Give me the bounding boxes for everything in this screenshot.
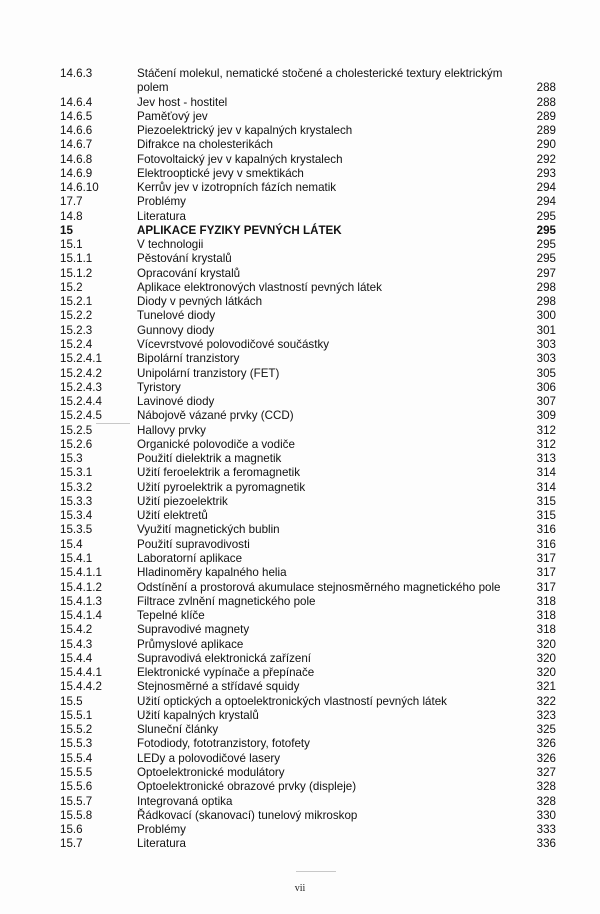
toc-entry-page: 320 (536, 637, 556, 651)
toc-entry-page: 314 (536, 466, 556, 480)
toc-entry-number: 15.2.4 (60, 338, 93, 352)
toc-entry (60, 167, 556, 181)
toc-entry-number: 15.3.4 (60, 509, 93, 523)
toc-entry (60, 581, 556, 595)
toc-entry-title: Hladinoměry kapalného helia (137, 566, 287, 580)
toc-entry-page: 326 (536, 737, 556, 751)
toc-entry-number: 15.1.2 (60, 266, 93, 280)
toc-entry-page: 320 (536, 651, 556, 665)
toc-entry-page: 333 (536, 823, 556, 837)
toc-entry-page: 321 (536, 680, 556, 694)
toc-entry-number: 15.5.5 (60, 765, 93, 779)
toc-entry-page: 295 (536, 209, 556, 223)
toc-entry-number: 15.5.2 (60, 723, 93, 737)
toc-entry-page: 289 (536, 109, 556, 123)
toc-entry-number: 15.1.1 (60, 252, 93, 266)
toc-entry-page: 316 (536, 523, 556, 537)
toc-entry (60, 809, 556, 823)
toc-entry (60, 324, 556, 338)
toc-entry-number: 14.6.8 (60, 152, 93, 166)
toc-entry (60, 823, 556, 837)
toc-entry-number: 15.4 (60, 537, 83, 551)
toc-entry-page: 294 (536, 195, 556, 209)
toc-entry (60, 623, 556, 637)
toc-entry (60, 138, 556, 152)
toc-entry-title: Aplikace elektronových vlastností pevných látek (137, 280, 382, 294)
toc-entry-title: Použití supravodivosti (137, 537, 250, 551)
toc-entry-number: 15 (60, 223, 73, 237)
scan-mark (96, 423, 130, 424)
toc-entry-page: 320 (536, 666, 556, 680)
toc-entry (60, 252, 556, 266)
toc-entry-number: 15.3.1 (60, 466, 93, 480)
toc-entry (60, 609, 556, 623)
toc-entry-page: 305 (536, 366, 556, 380)
toc-entry-title: Fotovoltaický jev v kapalných krystalech (137, 152, 343, 166)
toc-entry-title: Průmyslové aplikace (137, 637, 244, 651)
toc-entry-number: 15.2.3 (60, 323, 93, 337)
toc-entry (60, 695, 556, 709)
toc-entry-title: Organické polovodiče a vodiče (137, 437, 295, 451)
toc-entry-title: Diody v pevných látkách (137, 295, 263, 309)
toc-entry-page: 322 (536, 694, 556, 708)
toc-entry (60, 509, 556, 523)
toc-entry-title: Literatura (137, 209, 186, 223)
toc-entry (60, 309, 556, 323)
toc-entry-title: Užití feroelektrik a feromagnetik (137, 466, 301, 480)
toc-entry-page: 301 (536, 323, 556, 337)
toc-entry-page: 317 (536, 566, 556, 580)
toc-entry-number: 14.6.4 (60, 95, 93, 109)
toc-entry (60, 367, 556, 381)
toc-entry (60, 181, 556, 195)
toc-entry-number: 15.2.6 (60, 437, 93, 451)
scan-mark (296, 871, 336, 872)
toc-entry-title: Paměťový jev (137, 109, 208, 123)
toc-entry (60, 595, 556, 609)
toc-entry-page: 295 (536, 238, 556, 252)
toc-entry-title: Gunnovy diody (137, 323, 215, 337)
toc-entry-title: Bipolární tranzistory (137, 352, 240, 366)
toc-entry-number: 15.3.2 (60, 480, 93, 494)
toc-entry-title: Hallovy prvky (137, 423, 206, 437)
toc-entry (60, 766, 556, 780)
toc-entry-title: Tepelné klíče (137, 609, 205, 623)
toc-entry-title: Problémy (137, 823, 186, 837)
toc-entry-number: 15.4.4.2 (60, 680, 102, 694)
toc-entry (60, 652, 556, 666)
toc-entry (60, 495, 556, 509)
toc-entry-title: Integrovaná optika (137, 794, 233, 808)
toc-entry (60, 395, 556, 409)
toc-entry (60, 552, 556, 566)
toc-entry-number: 15.2.4.3 (60, 380, 102, 394)
toc-entry-number: 15.2.4.1 (60, 352, 102, 366)
toc-entry-page: 295 (536, 223, 556, 237)
toc-entry-page: 312 (536, 437, 556, 451)
toc-entry-page: 326 (536, 751, 556, 765)
toc-entry-title: Optoelektronické modulátory (137, 765, 285, 779)
toc-entry-number: 15.2.1 (60, 295, 93, 309)
toc-entry (60, 352, 556, 366)
toc-entry (60, 424, 556, 438)
toc-entry-page: 292 (536, 152, 556, 166)
toc-entry-number: 15.5.1 (60, 708, 93, 722)
toc-entry-title: LEDy a polovodičové lasery (137, 751, 281, 765)
toc-entry (60, 709, 556, 723)
toc-entry-title: Odstínění a prostorová akumulace stejnosměrného magnetického pole (137, 580, 501, 594)
toc-entry-page: 293 (536, 166, 556, 180)
toc-entry-title: Užití optických a optoelektronických vlastností pevných látek (137, 694, 447, 708)
toc-entry (60, 67, 556, 96)
toc-entry-number: 14.6.6 (60, 124, 93, 138)
toc-entry-page: 298 (536, 280, 556, 294)
toc-entry-page: 336 (536, 837, 556, 851)
toc-entry-page: 300 (536, 309, 556, 323)
toc-entry (60, 466, 556, 480)
toc-entry-page: 318 (536, 594, 556, 608)
toc-entry-title: Tyristory (137, 380, 181, 394)
toc-entry-page: 288 (536, 95, 556, 109)
toc-entry-page: 328 (536, 794, 556, 808)
toc-entry-page: 327 (536, 765, 556, 779)
toc-entry-page: 289 (536, 124, 556, 138)
toc-entry-number: 15.2.4.4 (60, 395, 102, 409)
toc-entry-number: 15.4.4.1 (60, 666, 102, 680)
toc-entry (60, 638, 556, 652)
toc-entry-title: Vícevrstvové polovodičové součástky (137, 338, 330, 352)
toc-entry-title: Jev host - hostitel (137, 95, 228, 109)
toc-entry-page: 317 (536, 580, 556, 594)
toc-entry-number: 14.6.3 (60, 67, 93, 80)
toc-entry-title: Unipolární tranzistory (FET) (137, 366, 280, 380)
toc-entry-number: 15.5.4 (60, 751, 93, 765)
toc-entry-number: 15.3.3 (60, 494, 93, 508)
toc-entry-number: 15.2 (60, 280, 83, 294)
toc-entry (60, 523, 556, 537)
toc-entry-page: 303 (536, 352, 556, 366)
toc-entry-number: 17.7 (60, 195, 83, 209)
toc-entry-title: Laboratorní aplikace (137, 552, 243, 565)
toc-entry-title: Optoelektronické obrazové prvky (displeje) (137, 780, 357, 794)
toc-entry-title: Užití elektretů (137, 509, 208, 523)
toc-entry-number: 15.5.3 (60, 737, 93, 751)
toc-entry-title: Nábojově vázané prvky (CCD) (137, 409, 294, 423)
toc-entry-page: 328 (536, 780, 556, 794)
toc-entry (60, 96, 556, 110)
toc-entry-page: 312 (536, 423, 556, 437)
toc-entry-number: 15.2.5 (60, 423, 93, 437)
toc-entry-title: Sluneční články (137, 723, 219, 737)
toc-entry (60, 295, 556, 309)
toc-entry-number: 15.4.3 (60, 637, 93, 651)
toc-entry-title: Tunelové diody (137, 309, 216, 323)
toc-entry-title: Piezoelektrický jev v kapalných krystalech (137, 124, 353, 138)
toc-entry-number: 15.2.4.2 (60, 366, 102, 380)
toc-entry-title: Lavinové diody (137, 395, 215, 409)
toc-entry (60, 438, 556, 452)
toc-entry-number: 15.3 (60, 452, 83, 466)
toc-entry (60, 795, 556, 809)
toc-entry-number: 15.5.6 (60, 780, 93, 794)
toc-entry (60, 381, 556, 395)
toc-entry-title: Supravodivé magnety (137, 623, 250, 637)
toc-entry (60, 566, 556, 580)
toc-entry-title: Použití dielektrik a magnetik (137, 452, 282, 466)
toc-entry (60, 281, 556, 295)
toc-entry-page: 316 (536, 537, 556, 551)
toc-entry-number: 15.4.4 (60, 651, 93, 665)
toc-entry-number: 15.4.1 (60, 552, 93, 565)
toc-entry-page: 317 (536, 552, 556, 565)
toc-entry-number: 15.2.4.5 (60, 409, 102, 423)
toc-entry (60, 210, 556, 224)
toc-entry-number: 15.5.8 (60, 808, 93, 822)
toc-entry-title: V technologii (137, 238, 204, 252)
toc-entry-page: 314 (536, 480, 556, 494)
toc-entry (60, 481, 556, 495)
toc-entry-page: 313 (536, 452, 556, 466)
toc-entry (60, 723, 556, 737)
toc-entry (60, 153, 556, 167)
toc-entry (60, 338, 556, 352)
toc-entry-title: Využití magnetických bublin (137, 523, 280, 537)
toc-entry-number: 15.7 (60, 837, 83, 851)
toc-entry-number: 15.4.1.4 (60, 609, 102, 623)
toc-entry-number: 15.4.1.1 (60, 566, 102, 580)
toc-entry-number: 14.6.9 (60, 166, 93, 180)
toc-entry-page: 330 (536, 808, 556, 822)
toc-entry-page: 307 (536, 395, 556, 409)
toc-entry (60, 224, 556, 238)
toc-entry (60, 837, 556, 851)
toc-entry-title: Užití piezoelektrik (137, 494, 228, 508)
toc-entry (60, 680, 556, 694)
toc-entry (60, 538, 556, 552)
toc-entry (60, 409, 556, 423)
toc-entry-title: Stáčení molekul, nematické stočené a cholesterické textury elektrickým polem (137, 67, 503, 95)
toc-entry (60, 238, 556, 252)
toc-entry-title: Difrakce na cholesterikách (137, 138, 273, 152)
toc-entry (60, 737, 556, 751)
toc-entry-number: 15.4.2 (60, 623, 93, 637)
toc-entry-title: APLIKACE FYZIKY PEVNÝCH LÁTEK (137, 223, 342, 237)
toc-entry-number: 15.6 (60, 823, 83, 837)
table-of-contents (60, 67, 556, 852)
toc-entry-page: 306 (536, 380, 556, 394)
toc-entry-title: Užití kapalných krystalů (137, 708, 259, 722)
toc-entry-page: 325 (536, 723, 556, 737)
toc-entry-title: Elektrooptické jevy v smektikách (137, 166, 304, 180)
toc-entry-page: 315 (536, 494, 556, 508)
toc-entry-title: Filtrace zvlnění magnetického pole (137, 594, 316, 608)
toc-entry-title: Literatura (137, 837, 186, 851)
toc-entry (60, 452, 556, 466)
toc-entry-page: 309 (536, 409, 556, 423)
toc-entry-page: 288 (536, 81, 556, 95)
toc-entry-page: 315 (536, 509, 556, 523)
toc-entry-number: 15.1 (60, 238, 83, 252)
toc-entry-page: 297 (536, 266, 556, 280)
toc-entry-title: Pěstování krystalů (137, 252, 232, 266)
toc-entry-number: 15.5 (60, 694, 83, 708)
page-folio: vii (294, 883, 306, 894)
toc-entry-title: Užití pyroelektrik a pyromagnetik (137, 480, 306, 494)
toc-entry-page: 303 (536, 338, 556, 352)
toc-entry-title: Kerrův jev v izotropních fázích nematik (137, 181, 337, 195)
toc-entry (60, 666, 556, 680)
toc-entry-number: 15.3.5 (60, 523, 93, 537)
toc-entry-number: 14.8 (60, 209, 83, 223)
toc-entry-title: Elektronické vypínače a přepínače (137, 666, 315, 680)
toc-entry-page: 290 (536, 138, 556, 152)
toc-entry-page: 298 (536, 295, 556, 309)
toc-entry-title: Problémy (137, 195, 186, 209)
toc-entry-page: 294 (536, 181, 556, 195)
toc-entry-number: 15.4.1.3 (60, 594, 102, 608)
toc-entry (60, 110, 556, 124)
toc-entry-number: 15.5.7 (60, 794, 93, 808)
toc-entry-page: 318 (536, 609, 556, 623)
toc-entry-title: Supravodivá elektronická zařízení (137, 651, 311, 665)
toc-entry-page: 318 (536, 623, 556, 637)
toc-entry-title: Fotodiody, fototranzistory, fotofety (137, 737, 310, 751)
toc-entry-number: 15.2.2 (60, 309, 93, 323)
toc-entry-number: 14.6.7 (60, 138, 93, 152)
toc-entry (60, 267, 556, 281)
toc-entry-page: 295 (536, 252, 556, 266)
toc-entry-title: Opracování krystalů (137, 266, 241, 280)
toc-entry-number: 14.6.5 (60, 109, 93, 123)
toc-entry (60, 195, 556, 209)
toc-entry (60, 124, 556, 138)
toc-entry (60, 780, 556, 794)
toc-entry-title: Stejnosměrné a střídavé squidy (137, 680, 300, 694)
toc-entry (60, 752, 556, 766)
toc-entry-number: 14.6.10 (60, 181, 99, 195)
toc-entry-number: 15.4.1.2 (60, 580, 102, 594)
toc-entry-page: 323 (536, 708, 556, 722)
toc-entry-title: Řádkovací (skanovací) tunelový mikroskop (137, 808, 358, 822)
